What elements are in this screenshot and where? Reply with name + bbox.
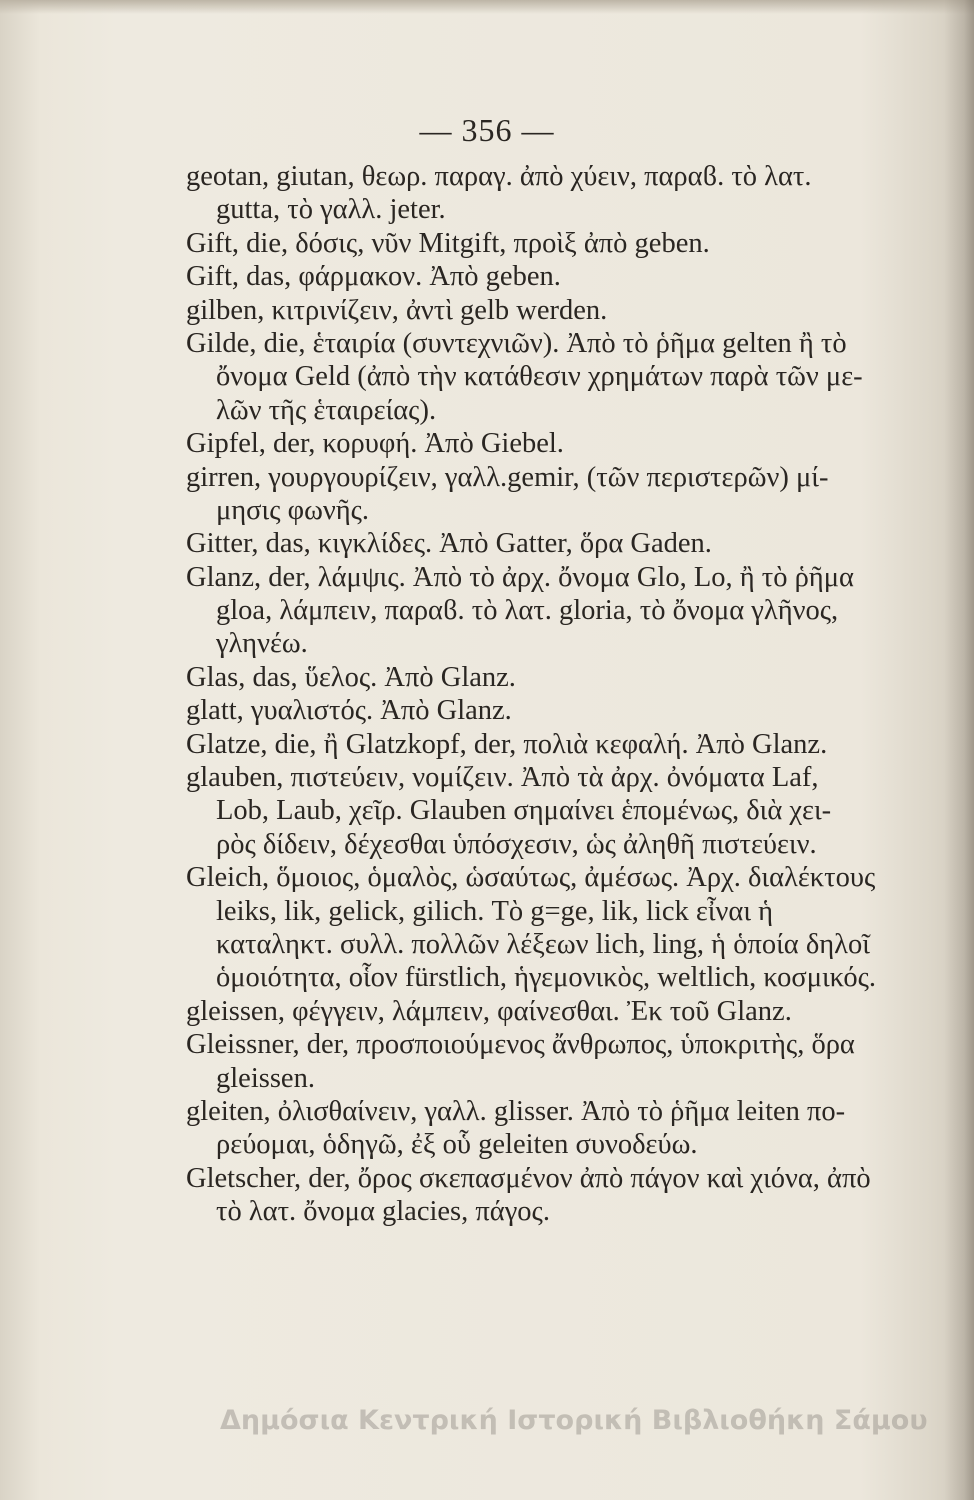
text-line: ὁμοιότητα, οἷον fürstlich, ἡγεμονικὸς, weltlich, κοσμικός.: [216, 962, 877, 994]
text-line: Gitter, das, κιγκλίδες. Ἀπὸ Gatter, ὅρα Gaden.: [186, 528, 712, 560]
text-line: gilben, κιτρινίζειν, ἀντὶ gelb werden.: [186, 294, 608, 326]
text-line: Gift, das, φάρμακον. Ἀπὸ geben.: [186, 261, 561, 293]
text-line: geotan, giutan, θεωρ. παραγ. ἀπὸ χύειν, παραϐ. τὸ λατ.: [186, 161, 812, 192]
text-line: gutta, τὸ γαλλ. jeter.: [216, 194, 446, 226]
text-line: girren, γουργουρίζειν, γαλλ.gemir, (τῶν περιστερῶν) μί-: [186, 461, 829, 493]
text-line: Gleissner, der, προσποιούμενος ἄνθρωπος, ὑποκριτὴς, ὅρα: [186, 1029, 855, 1061]
text-line: τὸ λατ. ὄνομα glacies, πάγος.: [216, 1196, 550, 1228]
text-line: glatt, γυαλιστός. Ἀπὸ Glanz.: [186, 695, 512, 727]
text-line: Gletscher, der, ὄρος σκεπασμένον ἀπὸ πάγον καὶ χιόνα, ἀπὸ: [186, 1162, 871, 1194]
text-line: Gleich, ὅμοιος, ὁμαλὸς, ὡσαύτως, ἀμέσως. Ἀρχ. διαλέκτους: [186, 862, 876, 894]
text-line: leiks, lik, gelick, gilich. Τὸ g=ge, lik, lick εἶναι ἡ: [216, 895, 774, 927]
text-line: gleissen.: [216, 1062, 315, 1094]
text-line: Glas, das, ὕελος. Ἀπὸ Glanz.: [186, 661, 516, 693]
text-line: λῶν τῆς ἑταιρείας).: [216, 394, 437, 426]
text-line: Lob, Laub, χεῖρ. Glauben σημαίνει ἑπομένως, διὰ χει-: [216, 795, 832, 827]
text-line: γληνέω.: [216, 628, 308, 660]
library-watermark: Δημόσια Κεντρική Ιστορική Βιβλιοθήκη Σάμου: [220, 1405, 928, 1436]
text-line: ρὸς δίδειν, δέχεσθαι ὑπόσχεσιν, ὡς ἀληθῆ πιστεύειν.: [216, 828, 817, 860]
text-line: glauben, πιστεύειν, νομίζειν. Ἀπὸ τὰ ἀρχ. ὀνόματα Laf,: [186, 762, 819, 794]
text-line: gleissen, φέγγειν, λάμπειν, φαίνεσθαι. Ἐκ τοῦ Glanz.: [186, 995, 792, 1027]
text-line: Gipfel, der, κορυφή. Ἀπὸ Giebel.: [186, 428, 564, 460]
dictionary-text-block: [186, 160, 926, 1229]
page-number: — 356 —: [419, 112, 555, 148]
text-line: Glanz, der, λάμψις. Ἀπὸ τὸ ἀρχ. ὄνομα Glo, Lo, ἢ τὸ ῥῆμα: [186, 561, 854, 593]
text-line: μησις φωνῆς.: [216, 494, 370, 526]
text-line: gloa, λάμπειν, παραϐ. τὸ λατ. gloria, τὸ ὄνομα γλῆνος,: [216, 595, 839, 627]
text-line: Glatze, die, ἢ Glatzkopf, der, πολιὰ κεφαλή. Ἀπὸ Glanz.: [186, 728, 828, 760]
text-line: ὄνομα Geld (ἀπὸ τὴν κατάθεσιν χρημάτων παρὰ τῶν με-: [216, 361, 863, 393]
page-gutter-shadow: [944, 0, 974, 1500]
text-line: καταληκτ. συλλ. πολλῶν λέξεων lich, ling, ἡ ὁποία δηλοῖ: [216, 928, 870, 960]
text-line: gleiten, ὀλισθαίνειν, γαλλ. glisser. Ἀπὸ τὸ ῥῆμα leiten πο-: [186, 1095, 846, 1127]
top-edge-shadow: [0, 0, 974, 14]
text-line: Gift, die, δόσις, νῦν Mitgift, προὶξ ἀπὸ geben.: [186, 227, 710, 259]
text-line: Gilde, die, ἑταιρία (συντεχνιῶν). Ἀπὸ τὸ ῥῆμα gelten ἢ τὸ: [186, 327, 847, 359]
text-line: ρεύομαι, ὁδηγῶ, ἐξ οὗ geleiten συνοδεύω.: [216, 1129, 698, 1161]
